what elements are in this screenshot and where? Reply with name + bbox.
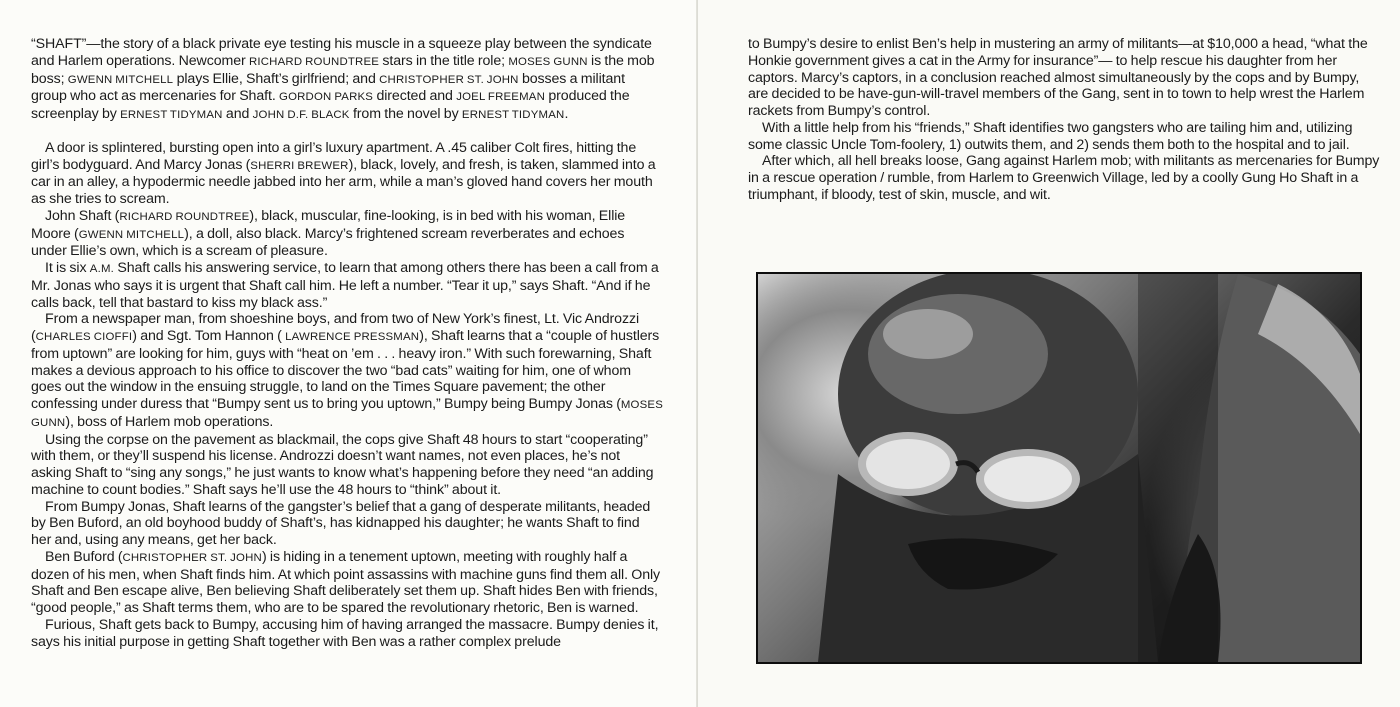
credit-name: ERNEST TIDYMAN (120, 109, 223, 121)
credit-name: CHARLES CIOFFI (35, 331, 133, 343)
text-run: plays Ellie, Shaft’s girlfriend; and (173, 70, 380, 87)
text-run: From a newspaper man, from shoeshine boys, and from two of New York’s finest, Lt. Vic Androzzi ( (31, 311, 640, 344)
text-run: bosses a militant group who act as mercenaries for Shaft. (31, 70, 625, 105)
text-run: A door is splintered, bursting open into a girl’s luxury apartment. A .45 caliber Colt fires, hitting the girl’s bodyguard. And Marcy Jonas ( (31, 139, 637, 173)
credit-name: CHRISTOPHER ST. JOHN (379, 73, 519, 86)
credit-name: JOEL FREEMAN (456, 91, 546, 104)
credit-name: JOHN D.F. BLACK (252, 109, 350, 121)
synopsis-paragraph (31, 140, 663, 208)
text-run: Shaft calls his answering service, to learn that among others there has been a call from a Mr. Jonas who says it is urgent that Shaft call him. He left a number. “Tear it up,” says Shaft. “And if he calls back, tell that bastard to kiss my black ass.” (31, 260, 659, 311)
synopsis-paragraph (31, 617, 663, 651)
credit-name: MOSES GUNN (31, 399, 664, 429)
text-run: . (564, 106, 569, 122)
credit-name: A.M. (89, 263, 115, 275)
text-run: ) is hiding in a tenement uptown, meeting with roughly half a dozen of his men, when Shaft finds him. At which point assassins with machine guns find them all. Only Shaft and Ben escape alive, Ben believing Shaft deliberately set them up. Shaft hides Ben with friends, “good people,” as Shaft terms them, who are to be spared the revolutionary rhetoric, Ben is warned. (31, 548, 661, 616)
text-run: Furious, Shaft gets back to Bumpy, accusing him of having arranged the massacre. Bumpy denies it, says his initial purpose in getting Shaft together with Ben was a rather complex prelude (31, 616, 659, 650)
text-run: John Shaft ( (45, 207, 120, 224)
text-run: ), Shaft learns that a “couple of hustlers from uptown” are looking for him, guys with “heat on ’em . . . heavy iron.” With such forewarning, Shaft makes a devious approach to his office to discover the two “bad cats” waiting for him, one of whom goes out the window in the ensuing struggle, to land on the Times Square pavement; the other confessing under duress that “Bumpy sent us to bring you uptown,” Bumpy being Bumpy Jonas ( (31, 328, 660, 412)
credit-name: SHERRI BREWER (250, 159, 349, 172)
synopsis-paragraph: After which, all hell breaks loose, Gang against Harlem mob; with militants as mercenaries for Bumpy in a rescue operation / rumble, from Harlem to Greenwich Village, led by a coolly Gung Ho Shaft in a triumphant, if bloody, test of skin, muscle, and wit. (748, 153, 1380, 203)
synopsis-paragraph (31, 499, 663, 549)
synopsis-paragraph (31, 311, 663, 431)
text-run: From Bumpy Jonas, Shaft learns of the gangster’s belief that a gang of desperate militants, headed by Ben Buford, an old boyhood buddy of Shaft’s, has kidnapped his daughter; he wants Shaft to find her and, using any means, get her back. (31, 498, 651, 548)
credit-name: GWENN MITCHELL (78, 228, 185, 241)
right-page (698, 0, 1400, 707)
text-run: Ben Buford ( (45, 548, 123, 565)
text-run: ) and Sgt. Tom Hannon ( (132, 328, 286, 344)
text-run: is the mob boss; (31, 52, 655, 87)
credit-name: LAWRENCE PRESSMAN (285, 331, 420, 343)
right-page-text (748, 36, 1380, 204)
synopsis-paragraph: With a little help from his “friends,” Shaft identifies two gangsters who are tailing him and, utilizing some classic Uncle Tom-foolery, 1) outwits them, and 2) sends them both to the hospital and to jail. (748, 119, 1353, 153)
text-run: ), boss of Harlem mob operations. (65, 413, 274, 430)
credit-name: GWENN MITCHELL (67, 73, 174, 86)
synopsis-paragraph (31, 260, 663, 311)
synopsis-paragraph (31, 208, 663, 260)
synopsis-paragraph (31, 432, 663, 499)
text-run: stars in the title role; (379, 52, 509, 69)
left-page-text (31, 36, 663, 650)
credit-name: RICHARD ROUNDTREE (248, 55, 380, 68)
text-run: Using the corpse on the pavement as blackmail, the cops give Shaft 48 hours to start “cooperating” with them, or they’ll suspend his license. Androzzi doesn’t want names, not even places, he’s not asking Shaft to “sing any songs,” he just wants to know what’s happening before they need “an adding machine to count bodies.” Shaft says he’ll use the 48 hours to “think” about it. (31, 431, 654, 498)
text-run: ), black, muscular, fine-looking, is in bed with his woman, Ellie Moore ( (31, 207, 626, 242)
credit-name: RICHARD ROUNDTREE (119, 210, 250, 223)
credit-name: GORDON PARKS (279, 91, 374, 104)
credits-paragraph (31, 36, 663, 124)
text-run: and (222, 106, 253, 122)
text-run: ), a doll, also black. Marcy’s frightened scream reverberates and echoes under Ellie’s own, which is a scream of pleasure. (31, 225, 625, 260)
credit-name: MOSES GUNN (508, 55, 588, 68)
text-run: produced the screenplay by (31, 88, 630, 122)
text-run: ), black, lovely, and fresh, is taken, slammed into a car in an alley, a hypodermic needle jabbed into her arm, while a man’s gloved hand covers her mouth as she tries to scream. (31, 156, 656, 207)
credit-name: CHRISTOPHER ST. JOHN (122, 551, 262, 564)
photo-illustration (758, 274, 1360, 662)
text-run: “SHAFT”—the story of a black private eye testing his muscle in a squeeze play between the syndicate and Harlem operations. Newcomer (31, 36, 652, 69)
text-run: from the novel by (349, 106, 462, 122)
credit-name: ERNEST TIDYMAN (461, 109, 565, 121)
synopsis-paragraph: to Bumpy’s desire to enlist Ben’s help in mustering an army of militants—at $10,000 a head, “what the Honkie government gives a cat in the Army for insurance”— to help rescue his daughter from her captors. Marcy’s captors, in a conclusion reached almost simultaneously by the cops and by Bumpy, are decided to be have-gun-will-travel members of the Gang, sent in to town to help wrest the Harlem rackets from Bumpy’s control. (748, 36, 1368, 119)
text-run: directed and (373, 88, 457, 105)
left-page (0, 0, 698, 707)
synopsis-paragraph (31, 549, 663, 617)
photo-two-men-face-to-face (756, 272, 1362, 664)
text-run: It is six (45, 260, 90, 276)
